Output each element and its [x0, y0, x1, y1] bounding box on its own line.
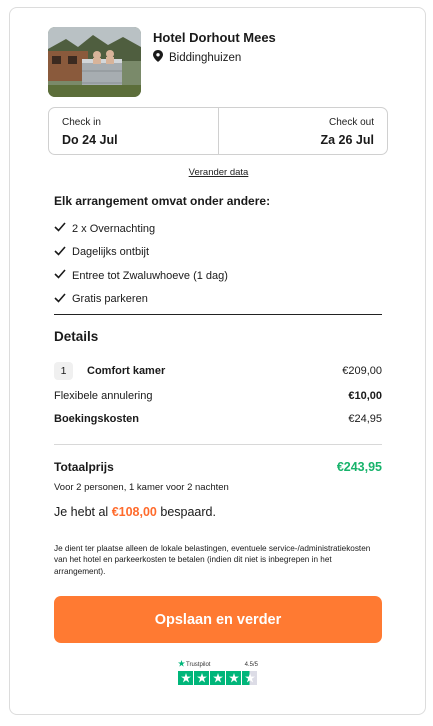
star-icon [178, 660, 185, 669]
checkin-value: Do 24 Jul [62, 133, 118, 147]
savings-prefix: Je hebt al [54, 505, 109, 519]
hotel-image [48, 27, 141, 97]
booking-fee-price: €24,95 [348, 413, 382, 425]
checkin-label: Check in [62, 117, 101, 128]
booking-fee-label: Boekingskosten [54, 413, 139, 425]
date-selector[interactable] [48, 107, 388, 155]
cancellation-label: Flexibele annulering [54, 390, 153, 402]
inclusion-item [54, 241, 228, 265]
booking-summary-card [9, 7, 426, 715]
details-title: Details [54, 329, 99, 344]
room-row [54, 362, 382, 380]
inclusion-label: 2 x Overnachting [72, 222, 156, 235]
trustpilot-stars [178, 671, 258, 685]
hotel-name: Hotel Dorhout Mees [153, 30, 276, 45]
star-icon [242, 671, 257, 685]
star-icon [178, 671, 193, 685]
trustpilot-score: 4.5/5 [244, 661, 258, 668]
checkmark-icon [54, 222, 66, 235]
inclusions-title: Elk arrangement omvat onder andere: [54, 194, 271, 208]
hotel-location-label: Biddinghuizen [169, 51, 242, 64]
location-pin-icon [153, 50, 163, 65]
savings-text [54, 505, 216, 519]
total-label: Totaalprijs [54, 460, 114, 474]
trustpilot-widget[interactable] [178, 660, 258, 688]
tax-note: Je dient ter plaatse alleen de lokale belastingen, eventuele service-/administratiekosten van het hotel en parkeerkosten te betalen (indien dit niet is inbegrepen in het arrangement). [54, 544, 371, 576]
star-icon [226, 671, 241, 685]
savings-suffix: bespaard. [160, 505, 216, 519]
hotel-location [153, 50, 241, 65]
room-quantity: 1 [54, 362, 73, 380]
inclusion-item [54, 264, 228, 288]
checkout-label: Check out [328, 117, 374, 128]
section-divider [54, 314, 382, 315]
star-icon [210, 671, 225, 685]
inclusion-label: Gratis parkeren [72, 293, 148, 306]
trustpilot-logo [178, 660, 210, 669]
room-price: €209,00 [342, 365, 382, 377]
total-row [54, 460, 382, 474]
savings-amount: €108,00 [111, 505, 157, 519]
inclusion-item [54, 217, 228, 241]
room-name: Comfort kamer [87, 365, 166, 377]
total-subtitle: Voor 2 personen, 1 kamer voor 2 nachten [54, 482, 229, 493]
inclusion-item [54, 288, 228, 312]
checkmark-icon [54, 246, 66, 259]
save-and-continue-button[interactable]: Opslaan en verder [54, 596, 382, 643]
booking-fee-row [54, 413, 382, 425]
checkmark-icon [54, 293, 66, 306]
change-dates-link[interactable]: Verander data [188, 167, 249, 178]
inclusions-list [54, 217, 228, 311]
checkout-cell[interactable] [218, 108, 388, 154]
inclusion-label: Dagelijks ontbijt [72, 246, 150, 259]
cancellation-row [54, 390, 382, 402]
checkin-cell[interactable] [49, 108, 218, 154]
trustpilot-brand: Trustpilot [186, 661, 211, 668]
star-icon [194, 671, 209, 685]
checkmark-icon [54, 269, 66, 282]
section-divider [54, 444, 382, 445]
inclusion-label: Entree tot Zwaluwhoeve (1 dag) [72, 269, 228, 282]
cancellation-price: €10,00 [348, 390, 382, 402]
total-price: €243,95 [336, 460, 382, 474]
checkout-value: Za 26 Jul [320, 133, 374, 147]
